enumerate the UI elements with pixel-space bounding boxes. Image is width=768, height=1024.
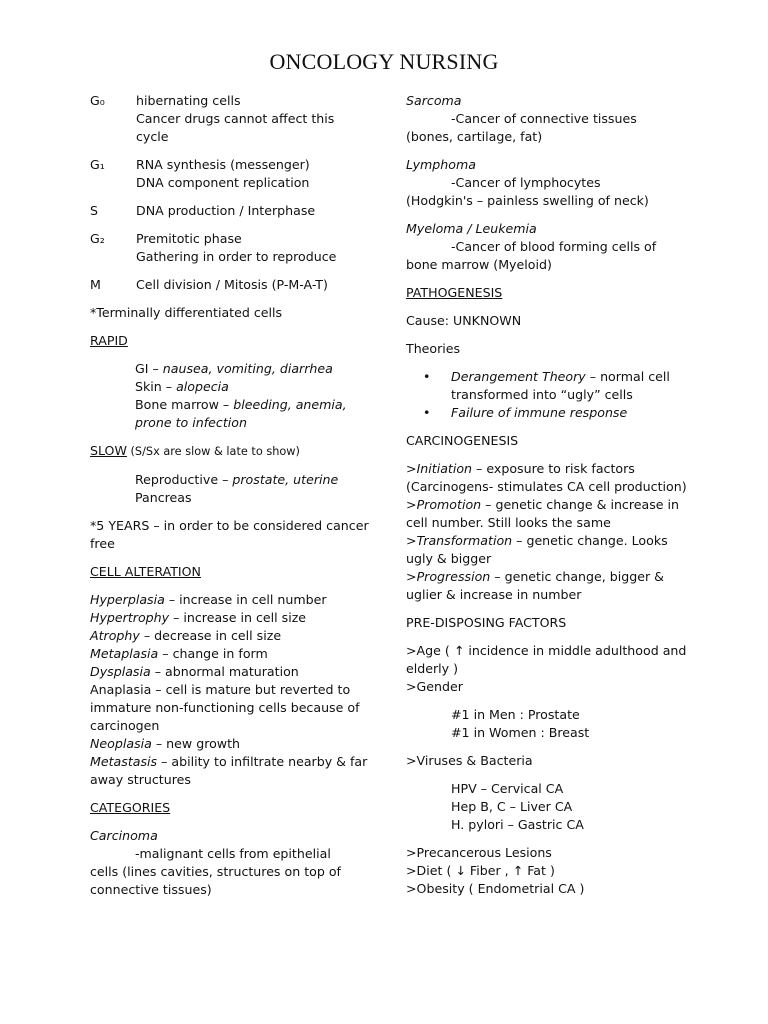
category-def-rest: (Hodgkin's – painless swelling of neck)	[406, 193, 649, 208]
definition: – change in form	[158, 646, 268, 661]
definition: – abnormal maturation	[150, 664, 299, 679]
factor-viruses: >Viruses & Bacteria	[406, 753, 533, 768]
phase-description	[136, 276, 328, 294]
marker: >	[406, 533, 417, 548]
other-factors	[406, 844, 688, 898]
definition: – normal cell transformed into “ugly” cells	[451, 369, 670, 402]
categories-heading: CATEGORIES	[90, 800, 171, 815]
gender-item: #1 in Men : Prostate	[451, 707, 580, 722]
phase-label: G₁	[90, 157, 105, 172]
cell-cycle-row	[90, 156, 370, 192]
alteration-item	[90, 681, 370, 735]
rapid-list	[90, 360, 370, 432]
alteration-item	[90, 753, 370, 789]
item-label: Reproductive –	[135, 472, 233, 487]
virus-item: H. pylori – Gastric CA	[451, 817, 584, 832]
page-title: ONCOLOGY NURSING	[269, 49, 499, 74]
category-name: Carcinoma	[90, 828, 158, 843]
slow-heading	[90, 442, 370, 461]
phase-description	[136, 92, 370, 146]
phase-line: DNA production / Interphase	[136, 203, 316, 218]
theories-list	[406, 368, 688, 422]
factor-age: >Age ( ↑ incidence in middle adulthood and elderly )	[406, 643, 687, 676]
term: Metaplasia	[90, 646, 159, 661]
category-carcinoma	[90, 827, 370, 899]
marker: >	[406, 497, 417, 512]
theories-text: Theories	[406, 341, 461, 356]
alteration-item	[90, 627, 370, 645]
virus-items	[406, 780, 688, 834]
rapid-item	[135, 360, 370, 378]
item-label: Bone marrow –	[135, 397, 234, 412]
category-def-rest: cells (lines cavities, structures on top of connective tissues)	[90, 864, 341, 897]
item-label: GI –	[135, 361, 163, 376]
carcinogenesis-heading: CARCINOGENESIS	[406, 433, 519, 448]
term: Atrophy	[90, 628, 140, 643]
virus-item: Hep B, C – Liver CA	[451, 799, 573, 814]
cell-cycle-row	[90, 276, 370, 294]
carcinogenesis-item	[406, 496, 688, 532]
category-lymphoma	[406, 156, 688, 210]
definition: – exposure to risk factors (Carcinogens- stimulates CA cell production)	[406, 461, 687, 494]
cell-alteration-heading: CELL ALTERATION	[90, 564, 201, 579]
definition: – genetic change & increase in cell number. Still looks the same	[406, 497, 680, 530]
definition: – genetic change. Looks ugly & bigger	[406, 533, 668, 566]
theory-item	[451, 404, 688, 422]
cause-text: Cause: UNKNOWN	[406, 313, 522, 328]
phase-label: G₀	[90, 93, 105, 108]
other-factor: >Precancerous Lesions	[406, 845, 552, 860]
slow-label: SLOW	[90, 443, 127, 458]
item-value: bleeding, anemia, prone to infection	[135, 397, 347, 430]
alteration-item	[90, 735, 370, 753]
left-column	[90, 92, 370, 909]
factor-gender: >Gender	[406, 679, 463, 694]
item-value: prostate, uterine	[232, 472, 339, 487]
category-def-rest: bone marrow (Myeloid)	[406, 257, 552, 272]
terminally-note: *Terminally differentiated cells	[90, 305, 283, 320]
category-myeloma	[406, 220, 688, 274]
definition: – increase in cell size	[169, 610, 307, 625]
category-def-first: -Cancer of blood forming cells of	[451, 239, 657, 254]
cell-cycle-row	[90, 92, 370, 146]
term: Derangement Theory	[451, 369, 586, 384]
marker: >	[406, 461, 417, 476]
category-def-first: -Cancer of lymphocytes	[451, 175, 601, 190]
phase-label: M	[90, 277, 101, 292]
slow-note: (S/Sx are slow & late to show)	[126, 445, 300, 458]
marker: >	[406, 569, 417, 584]
phase-line: hibernating cells	[136, 93, 241, 108]
item-value: nausea, vomiting, diarrhea	[162, 361, 333, 376]
phase-line: Cell division / Mitosis (P-M-A-T)	[136, 277, 328, 292]
phase-description	[136, 202, 315, 220]
cell-alteration-list	[90, 591, 370, 789]
right-column	[406, 92, 688, 908]
phase-description	[136, 156, 310, 192]
gender-item: #1 in Women : Breast	[451, 725, 590, 740]
rapid-item	[135, 378, 370, 396]
category-name: Myeloma / Leukemia	[406, 221, 537, 236]
alteration-item	[90, 663, 370, 681]
category-def-rest: (bones, cartilage, fat)	[406, 129, 543, 144]
carcinogenesis-item	[406, 460, 688, 496]
theory-item	[451, 368, 688, 404]
term: Promotion	[416, 497, 482, 512]
phase-line: RNA synthesis (messenger)	[136, 157, 310, 172]
item-label: Skin –	[135, 379, 177, 394]
term: Failure of immune response	[451, 405, 628, 420]
item-label: Pancreas	[135, 490, 192, 505]
pathogenesis-heading: PATHOGENESIS	[406, 285, 503, 300]
definition: – decrease in cell size	[139, 628, 282, 643]
carcinogenesis-item	[406, 568, 688, 604]
item-value: alopecia	[176, 379, 229, 394]
term: Transformation	[416, 533, 513, 548]
rapid-heading: RAPID	[90, 333, 128, 348]
definition: Anaplasia – cell is mature but reverted to immature non-functioning cells because of carcinogen	[90, 682, 360, 733]
term: Hypertrophy	[90, 610, 170, 625]
definition: – new growth	[151, 736, 241, 751]
definition: – ability to infiltrate nearby & far away structures	[90, 754, 368, 787]
gender-items	[406, 706, 688, 742]
category-name: Lymphoma	[406, 157, 476, 172]
alteration-item	[90, 609, 370, 627]
phase-label: S	[90, 203, 98, 218]
alteration-item	[90, 591, 370, 609]
slow-item	[135, 489, 370, 507]
term: Neoplasia	[90, 736, 152, 751]
carcinogenesis-item	[406, 532, 688, 568]
phase-label: G₂	[90, 231, 105, 246]
cell-cycle-row	[90, 230, 370, 266]
term: Metastasis	[90, 754, 158, 769]
five-years-note: *5 YEARS – in order to be considered cancer free	[90, 518, 369, 551]
predisposing-heading: PRE-DISPOSING FACTORS	[406, 615, 567, 630]
phase-line: Premitotic phase	[136, 231, 242, 246]
term: Dysplasia	[90, 664, 151, 679]
virus-item: HPV – Cervical CA	[451, 781, 564, 796]
cell-cycle-row	[90, 202, 370, 220]
slow-item	[135, 471, 370, 489]
phase-description	[136, 230, 336, 266]
phase-line: Cancer drugs cannot affect this cycle	[136, 111, 335, 144]
definition: – genetic change, bigger & uglier & increase in number	[406, 569, 665, 602]
term: Progression	[416, 569, 491, 584]
category-name: Sarcoma	[406, 93, 462, 108]
term: Initiation	[416, 461, 473, 476]
carcinogenesis-list	[406, 460, 688, 604]
category-sarcoma	[406, 92, 688, 146]
category-def-first: -Cancer of connective tissues	[451, 111, 637, 126]
term: Hyperplasia	[90, 592, 165, 607]
category-def-first: -malignant cells from epithelial	[135, 846, 331, 861]
phase-line: Gathering in order to reproduce	[136, 249, 337, 264]
definition: – increase in cell number	[164, 592, 327, 607]
other-factor: >Diet ( ↓ Fiber , ↑ Fat )	[406, 863, 555, 878]
age-gender-block	[406, 642, 688, 696]
rapid-item	[135, 396, 370, 432]
slow-list	[90, 471, 370, 507]
other-factor: >Obesity ( Endometrial CA )	[406, 881, 585, 896]
alteration-item	[90, 645, 370, 663]
phase-line: DNA component replication	[136, 175, 310, 190]
